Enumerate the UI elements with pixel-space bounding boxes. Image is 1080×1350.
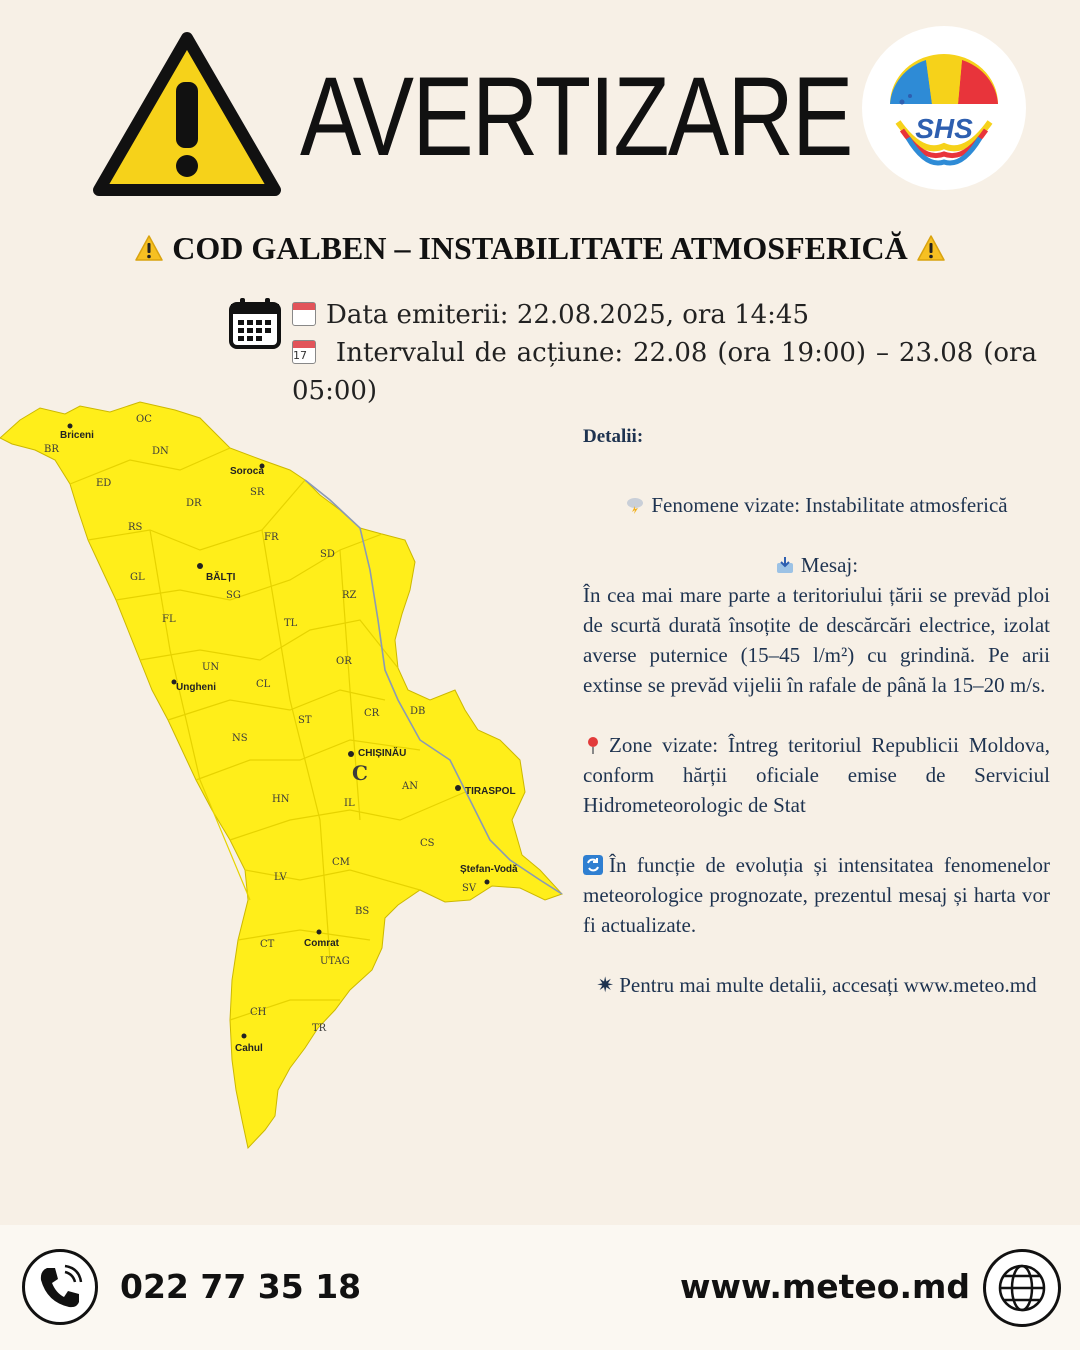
calendar-icon bbox=[228, 296, 282, 350]
svg-text:CM: CM bbox=[332, 857, 350, 868]
refresh-icon bbox=[583, 855, 603, 875]
alert-subtitle bbox=[40, 226, 1040, 270]
svg-text:Briceni: Briceni bbox=[60, 430, 94, 441]
svg-text:C: C bbox=[352, 761, 368, 785]
issue-date bbox=[292, 296, 1037, 334]
calendar-date-icon: 17 bbox=[292, 340, 316, 364]
svg-text:CHIȘINĂU: CHIȘINĂU bbox=[358, 748, 407, 759]
message-label: Mesaj: bbox=[800, 553, 859, 577]
globe-icon[interactable] bbox=[983, 1249, 1061, 1327]
location-pin-icon bbox=[583, 735, 603, 755]
svg-text:Ștefan-Vodă: Ștefan-Vodă bbox=[460, 864, 518, 875]
svg-text:OC: OC bbox=[136, 414, 152, 425]
svg-text:Cahul: Cahul bbox=[235, 1043, 263, 1054]
svg-text:HN: HN bbox=[272, 794, 290, 805]
update-text: În funcție de evoluția și intensitatea fenomenelor meteorologice prognozate, prezentul mesaj și harta vor fi actualizate. bbox=[583, 853, 1050, 937]
svg-text:IL: IL bbox=[344, 798, 355, 809]
phone-icon[interactable] bbox=[22, 1249, 98, 1325]
svg-text:LV: LV bbox=[274, 872, 287, 883]
details-panel: Detalii: Fenomene vizate: Instabilitate atmosferică Mesaj: În cea mai mare parte a teritoriului țării se prevăd ploi de scurtă durată însoțite de descărcări electrice, izolat averse puternice (15–45 l/m²) cu grindină. Pe arii extinse se prevăd vijelii în rafale de până la 15–20 m/s. Zone vizate: Întreg teritoriul Republicii Moldova, conform hărții oficiale emise de Serviciul Hidrometeorologic de Stat În funcție de evoluția și intensitatea fenomenelor meteorologice prognozate, prezentul mesaj și harta vor fi actualizate. ✷ Pentru mai multe detalii, accesați www.meteo.md bbox=[583, 420, 1050, 1000]
svg-text:ED: ED bbox=[96, 478, 112, 489]
tear-off-calendar-icon bbox=[292, 302, 316, 326]
svg-text:SV: SV bbox=[462, 883, 477, 894]
svg-text:DB: DB bbox=[410, 706, 426, 717]
action-interval bbox=[292, 334, 1037, 410]
warning-icon bbox=[916, 234, 946, 262]
svg-text:CS: CS bbox=[420, 838, 435, 849]
svg-text:TR: TR bbox=[312, 1023, 327, 1034]
svg-text:BR: BR bbox=[44, 444, 59, 455]
moldova-territory bbox=[0, 402, 562, 1148]
warning-triangle-icon bbox=[92, 30, 282, 200]
svg-text:SR: SR bbox=[250, 487, 265, 498]
zones-text: Zone vizate: Întreg teritoriul Republicii Moldova, conform hărții oficiale emise de Serviciul Hidrometeorologic de Stat bbox=[583, 733, 1050, 817]
svg-text:SHS: SHS bbox=[915, 113, 973, 144]
svg-text:SG: SG bbox=[226, 590, 241, 601]
svg-text:CH: CH bbox=[250, 1007, 267, 1018]
svg-text:SD: SD bbox=[320, 549, 335, 560]
phone-number[interactable]: 022 77 35 18 bbox=[120, 1267, 362, 1306]
warning-icon bbox=[134, 234, 164, 262]
moldova-warning-map bbox=[0, 400, 575, 1155]
svg-text:UN: UN bbox=[202, 662, 220, 673]
svg-text:FR: FR bbox=[264, 532, 279, 543]
inbox-tray-icon bbox=[775, 555, 795, 575]
svg-text:OR: OR bbox=[336, 656, 352, 667]
svg-text:Soroca: Soroca bbox=[230, 466, 264, 477]
svg-text:NS: NS bbox=[232, 733, 248, 744]
svg-text:TIRASPOL: TIRASPOL bbox=[465, 786, 516, 797]
svg-text:RS: RS bbox=[128, 522, 143, 533]
issue-date-text: Data emiterii: 22.08.2025, ora 14:45 bbox=[326, 300, 810, 330]
svg-text:CR: CR bbox=[364, 708, 380, 719]
svg-text:GL: GL bbox=[130, 572, 145, 583]
svg-text:AN: AN bbox=[402, 781, 418, 792]
details-label: Detalii bbox=[583, 426, 637, 447]
svg-text:BS: BS bbox=[355, 906, 370, 917]
action-interval-text: Intervalul de acțiune: 22.08 (ora 19:00) – 23.08 (ora 05:00) bbox=[292, 338, 1037, 406]
more-info-text: ✷ Pentru mai multe detalii, accesați www.meteo.md bbox=[596, 973, 1037, 997]
svg-text:CL: CL bbox=[256, 679, 271, 690]
svg-text:DR: DR bbox=[186, 498, 202, 509]
svg-text:UTAG: UTAG bbox=[320, 956, 350, 967]
website-link[interactable]: www.meteo.md bbox=[680, 1267, 971, 1306]
phenomena-text: Fenomene vizate: Instabilitate atmosferică bbox=[651, 493, 1008, 517]
svg-text:Ungheni: Ungheni bbox=[176, 682, 216, 693]
subtitle-text: COD GALBEN – INSTABILITATE ATMOSFERICĂ bbox=[172, 230, 908, 266]
svg-text:RZ: RZ bbox=[342, 590, 357, 601]
svg-text:FL: FL bbox=[162, 614, 176, 625]
svg-text:ST: ST bbox=[298, 715, 312, 726]
message-text: În cea mai mare parte a teritoriului țării se prevăd ploi de scurtă durată însoțite de descărcări electrice, izolat averse puternice (15–45 l/m²) cu grindină. Pe arii extinse se prevăd vijelii în rafale de până la 15–20 m/s. bbox=[583, 583, 1050, 697]
svg-text:DN: DN bbox=[152, 446, 169, 457]
svg-text:BĂLȚI: BĂLȚI bbox=[206, 572, 236, 583]
thunder-cloud-icon bbox=[625, 495, 645, 515]
page-title: AVERTIZARE bbox=[300, 54, 852, 179]
svg-text:CT: CT bbox=[260, 939, 275, 950]
svg-text:TL: TL bbox=[284, 618, 298, 629]
shs-logo bbox=[862, 26, 1026, 190]
svg-text:Comrat: Comrat bbox=[304, 938, 340, 949]
